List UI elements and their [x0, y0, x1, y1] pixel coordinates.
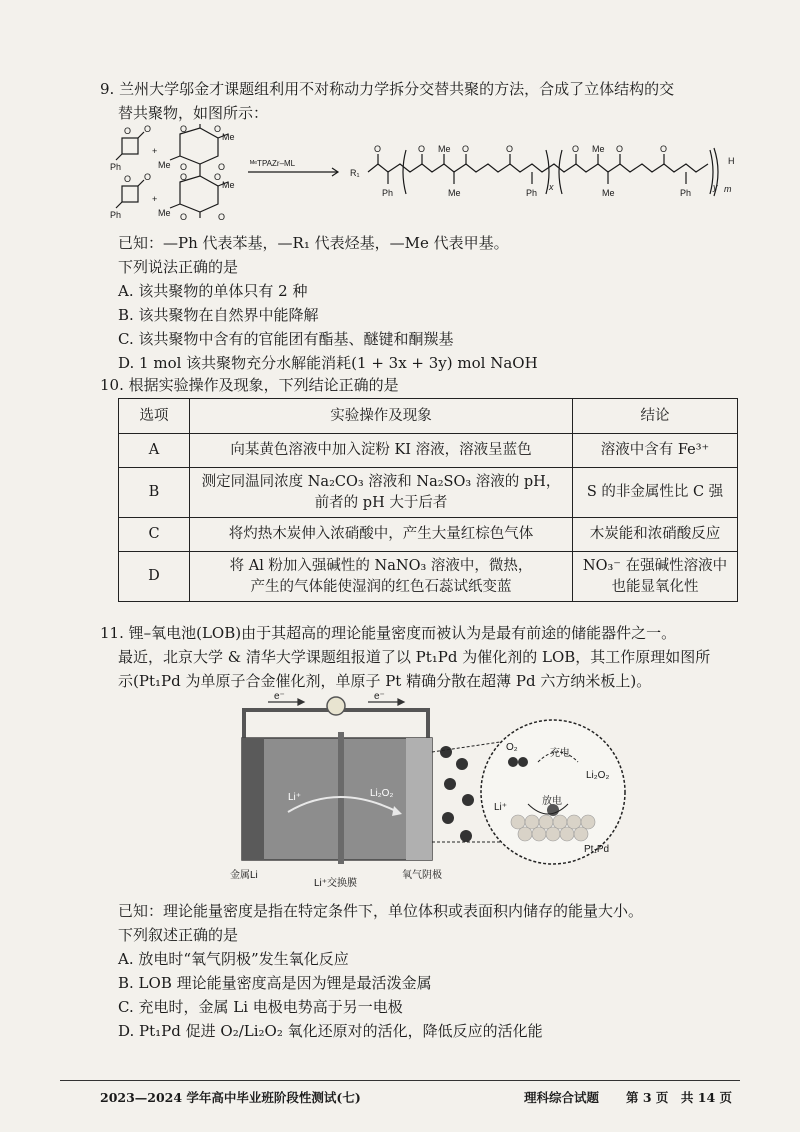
lob-battery-figure: [218, 692, 628, 888]
svg-text:Me: Me: [602, 188, 615, 198]
svg-text:O: O: [660, 144, 668, 154]
svg-text:O: O: [462, 144, 470, 154]
svg-text:Ph: Ph: [382, 188, 394, 198]
q9-stem-line1: 9. 兰州大学邬金才课题组利用不对称动力学拆分交替共聚的方法，合成了立体结构的交: [100, 80, 675, 98]
table-header-row: [119, 399, 738, 434]
q9-y-label: y: [713, 182, 718, 192]
electron-right-label: e⁻: [374, 692, 385, 702]
q11-known: 已知：理论能量密度是指在特定条件下，单位体积或表面积内储存的能量大小。: [118, 902, 644, 920]
svg-text:Ph: Ph: [110, 210, 122, 220]
svg-text:O: O: [214, 124, 222, 134]
copolymer-reaction-scheme: [110, 124, 750, 230]
q9-ph-label: Ph: [110, 162, 122, 172]
footer-page-number: 第 3 页 共 14 页: [626, 1090, 732, 1105]
q9-m-label: m: [724, 184, 732, 194]
svg-text:O: O: [180, 162, 188, 172]
table-row: A 向某黄色溶液中加入淀粉 KI 溶液，溶液呈蓝色 溶液中含有 Fe³⁺: [119, 434, 738, 468]
q9-ask: 下列说法正确的是: [118, 258, 239, 276]
charge-label: 充电: [550, 748, 570, 759]
svg-text:O: O: [572, 144, 580, 154]
q9-h-label: H: [728, 156, 735, 166]
svg-text:Me: Me: [592, 144, 605, 154]
footer-subject: 理科综合试题: [524, 1090, 600, 1105]
svg-text:O: O: [374, 144, 382, 154]
q9-option-b: B. 该共聚物在自然界中能降解: [118, 306, 319, 324]
table-header: 结论: [573, 399, 738, 434]
svg-text:O: O: [214, 172, 222, 182]
oxygen-cathode: [406, 738, 432, 860]
svg-text:O: O: [124, 174, 132, 184]
q11-option-b: B. LOB 理论能量密度高是因为锂是最活泼金属: [118, 974, 432, 992]
table-row: D 将 Al 粉加入强碱性的 NaNO₃ 溶液中，微热， 产生的气体能使湿润的红色石蕊试纸变蓝 NO₃⁻ 在强碱性溶液中 也能显氧化性: [119, 552, 738, 602]
bulb-icon: [327, 697, 345, 715]
q9-reagent: ᴹᵉTPAZr–ML: [250, 159, 296, 168]
svg-text:O: O: [218, 162, 226, 172]
svg-text:O: O: [418, 144, 426, 154]
li2o2-zoom-label: Li₂O₂: [586, 770, 610, 781]
discharge-label: 放电: [542, 796, 562, 807]
pt1pd-label: Pt₁Pd: [584, 844, 610, 855]
svg-text:O: O: [180, 172, 188, 182]
table-row: B 测定同温同浓度 Na₂CO₃ 溶液和 Na₂SO₃ 溶液的 pH， 前者的 pH 大于后者 S 的非金属性比 C 强: [119, 468, 738, 518]
table-header: 实验操作及现象: [190, 399, 573, 434]
svg-text:Me: Me: [448, 188, 461, 198]
q10-table: [118, 398, 738, 602]
q11-stem-line2: 最近，北京大学 & 清华大学课题组报道了以 Pt₁Pd 为催化剂的 LOB，其工作原理如图所: [118, 648, 711, 666]
q9-r1-label: R₁: [350, 168, 360, 178]
q9-stem-line2: 替共聚物，如图所示：: [118, 104, 269, 122]
svg-text:+: +: [152, 146, 158, 156]
svg-text:O: O: [180, 124, 188, 134]
q9-x-label: x: [549, 182, 554, 192]
svg-text:Me: Me: [222, 180, 235, 190]
svg-text:Me: Me: [438, 144, 451, 154]
svg-text:Me: Me: [158, 160, 171, 170]
o2-zoom-label: O₂: [506, 742, 518, 753]
q9-option-a: A. 该共聚物的单体只有 2 种: [118, 282, 308, 300]
svg-text:O: O: [144, 124, 152, 134]
footer-exam-title: 2023—2024 学年高中毕业班阶段性测试(七): [100, 1090, 361, 1105]
svg-text:Me: Me: [158, 208, 171, 218]
electron-left-label: e⁻: [274, 692, 285, 702]
zoom-circle: [481, 720, 625, 864]
q10-stem: 10. 根据实验操作及现象，下列结论正确的是: [100, 376, 399, 394]
svg-text:O: O: [218, 212, 226, 222]
svg-text:O: O: [124, 126, 132, 136]
q9-option-c: C. 该共聚物中含有的官能团有酯基、醚键和酮羰基: [118, 330, 454, 348]
q11-option-c: C. 充电时，金属 Li 电极电势高于另一电极: [118, 998, 403, 1016]
li2o2-label: Li₂O₂: [370, 788, 394, 799]
svg-text:+: +: [152, 194, 158, 204]
q11-stem-line3: 示(Pt₁Pd 为单原子合金催化剂，单原子 Pt 精确分散在超薄 Pd 六方纳米板上)。: [118, 672, 652, 690]
q11-option-d: D. Pt₁Pd 促进 O₂/Li₂O₂ 氧化还原对的活化，降低反应的活化能: [118, 1022, 543, 1040]
q9-known: 已知：—Ph 代表苯基，—R₁ 代表烃基，—Me 代表甲基。: [118, 234, 509, 252]
q11-stem-line1: 11. 锂–氧电池(LOB)由于其超高的理论能量密度而被认为是最有前途的储能器件之一。: [100, 624, 677, 642]
q9-me-label: Me: [222, 132, 235, 142]
li-plus-label: Li⁺: [288, 792, 302, 803]
svg-text:Ph: Ph: [526, 188, 538, 198]
table-header: 选项: [119, 399, 190, 434]
svg-text:Ph: Ph: [680, 188, 692, 198]
q11-option-a: A. 放电时“氧气阴极”发生氧化反应: [118, 950, 349, 968]
svg-text:O: O: [506, 144, 514, 154]
q11-ask: 下列叙述正确的是: [118, 926, 239, 944]
svg-text:O: O: [616, 144, 624, 154]
table-row: C 将灼热木炭伸入浓硝酸中，产生大量红棕色气体 木炭能和浓硝酸反应: [119, 518, 738, 552]
membrane-label: Li⁺交换膜: [314, 878, 358, 888]
svg-text:O: O: [180, 212, 188, 222]
footer-divider: [60, 1080, 740, 1081]
q9-option-d: D. 1 mol 该共聚物充分水解能消耗(1 + 3x + 3y) mol NaOH: [118, 354, 538, 372]
svg-text:O: O: [144, 172, 152, 182]
li-zoom-label: Li⁺: [494, 802, 508, 813]
metal-li-electrode: [242, 738, 264, 860]
cathode-label: 氧气阴极: [402, 870, 442, 881]
metal-li-label: 金属Li: [230, 870, 258, 881]
